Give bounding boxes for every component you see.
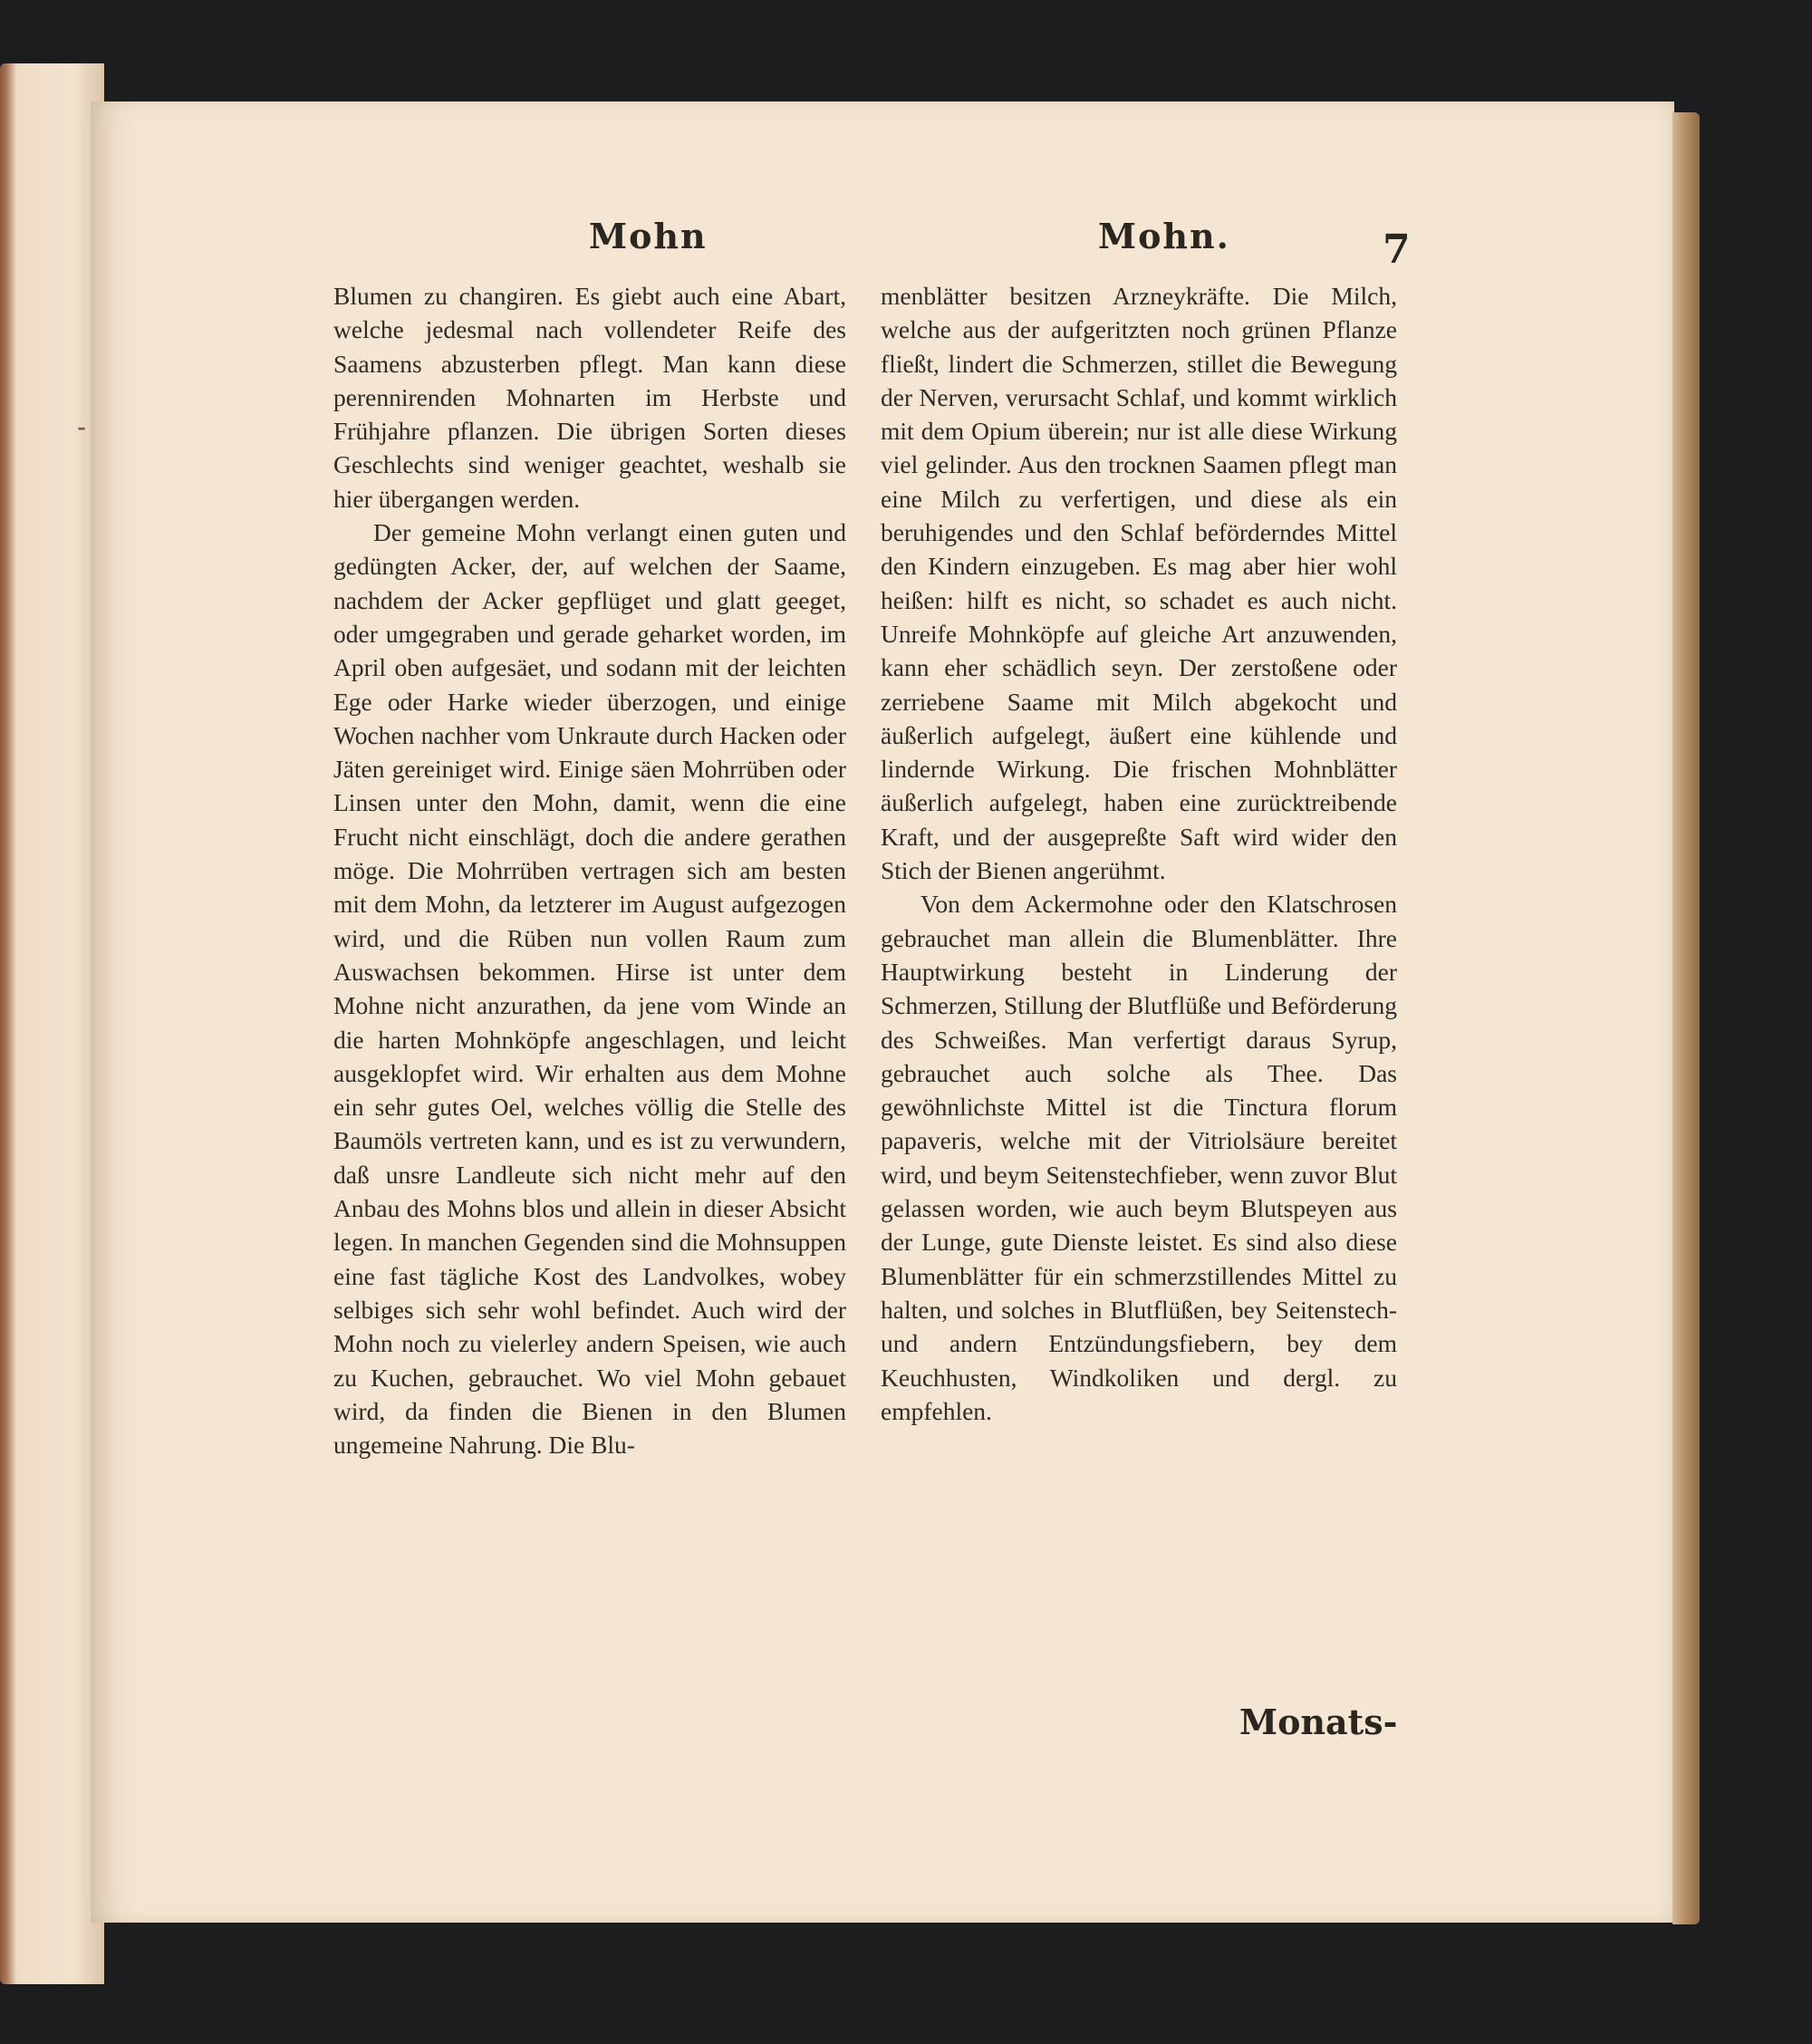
text-column-right <box>881 279 1397 1428</box>
book-right-page-edge <box>1672 112 1700 1924</box>
text-column-left <box>333 279 846 1461</box>
margin-mark: ⁃ <box>76 417 87 442</box>
paragraph: Von dem Ackermohne oder den Klatschrosen gebrauchet man allein die Blumenblätter. Ihre Hauptwirkung besteht in Linderung der Schmerzen, Stillung der Blutflüße und Beförderung des Schweißes. Man verfertigt daraus Syrup, gebrauchet auch solche als Thee. Das gewöhnlichste Mittel ist die Tinctura florum papaveris, welche mit der Vitriolsäure bereitet wird, und beym Seitenstechfieber, wenn zuvor Blut gelassen worden, wie auch beym Blutspeyen aus der Lunge, gute Dienste leistet. Es sind also diese Blumenblätter für ein schmerzstillendes Mittel zu halten, und solches in Blutflüßen, bey Seitenstech- und andern Entzündungsfiebern, bey dem Keuchhusten, Windkoliken und dergl. zu empfehlen. <box>881 890 1397 1425</box>
running-header-right: Mohn. <box>1098 216 1230 256</box>
paragraph: Blumen zu changiren. Es giebt auch eine Abart, welche jedesmal nach vollendeter Reife des Saamens abzusterben pflegt. Man kann diese perennirenden Mohnarten im Herbste und Frühjahre pflanzen. Die übrigen Sorten dieses Geschlechts sind weniger geachtet, weshalb sie hier übergangen werden. <box>333 282 846 513</box>
catchword: Monats- <box>1239 1702 1398 1742</box>
page-number: 7 <box>1383 227 1412 273</box>
paragraph: menblätter besitzen Arzneykräfte. Die Milch, welche aus der aufgeritzten noch grünen Pflanze fließt, lindert die Schmerzen, stillet die Bewegung der Nerven, verursacht Schlaf, und kommt wirklich mit dem Opium überein; nur ist alle diese Wirkung viel gelinder. Aus den trocknen Saamen pflegt man eine Milch zu verfertigen, und diese als ein beruhigendes und den Schlaf beförderndes Mittel den Kindern einzugeben. Es mag aber hier wohl heißen: hilft es nicht, so schadet es auch nicht. Unreife Mohnköpfe auf gleiche Art anzuwenden, kann eher schädlich seyn. Der zerstoßene oder zerriebene Saame mit Milch abgekocht und äußerlich aufgelegt, äußert eine kühlende und lindernde Wirkung. Die frischen Mohnblätter äußerlich aufgelegt, haben eine zurücktreibende Kraft, und der ausgepreßte Saft wird wider den Stich der Bienen angerühmt. <box>881 282 1397 885</box>
paragraph: Der gemeine Mohn verlangt einen guten und gedüngten Acker, der, auf welchen der Saame, nachdem der Acker gepflüget und glatt geeget, oder umgegraben und gerade geharket worden, im April oben aufgesäet, und sodann mit der leichten Ege oder Harke wieder überzogen, und einige Wochen nachher vom Unkraute durch Hacken oder Jäten gereiniget wird. Einige säen Mohrrüben oder Linsen unter den Mohn, damit, wenn die eine Frucht nicht einschlägt, doch die andere gerathen möge. Die Mohrrüben vertragen sich am besten mit dem Mohn, da letzterer im August aufgezogen wird, und die Rüben nun vollen Raum zum Auswachsen bekommen. Hirse ist unter dem Mohne nicht anzurathen, da jene vom Winde an die harten Mohnköpfe angeschlagen, und leicht ausgeklopfet wird. Wir erhalten aus dem Mohne ein sehr gutes Oel, welches völlig die Stelle des Baumöls vertreten kann, und es ist zu verwundern, daß unsre Landleute sich nicht mehr auf den Anbau des Mohns blos und allein in dieser Absicht legen. In manchen Gegenden sind die Mohnsuppen eine fast tägliche Kost des Landvolkes, wobey selbiges sich sehr wohl befindet. Auch wird der Mohn noch zu vielerley andern Speisen, wie auch zu Kuchen, gebrauchet. Wo viel Mohn gebauet wird, da finden die Bienen in den Blumen ungemeine Nahrung. Die Blu- <box>333 518 846 1460</box>
book-left-page-edge <box>0 63 104 1984</box>
running-header-left: Mohn <box>589 216 708 256</box>
